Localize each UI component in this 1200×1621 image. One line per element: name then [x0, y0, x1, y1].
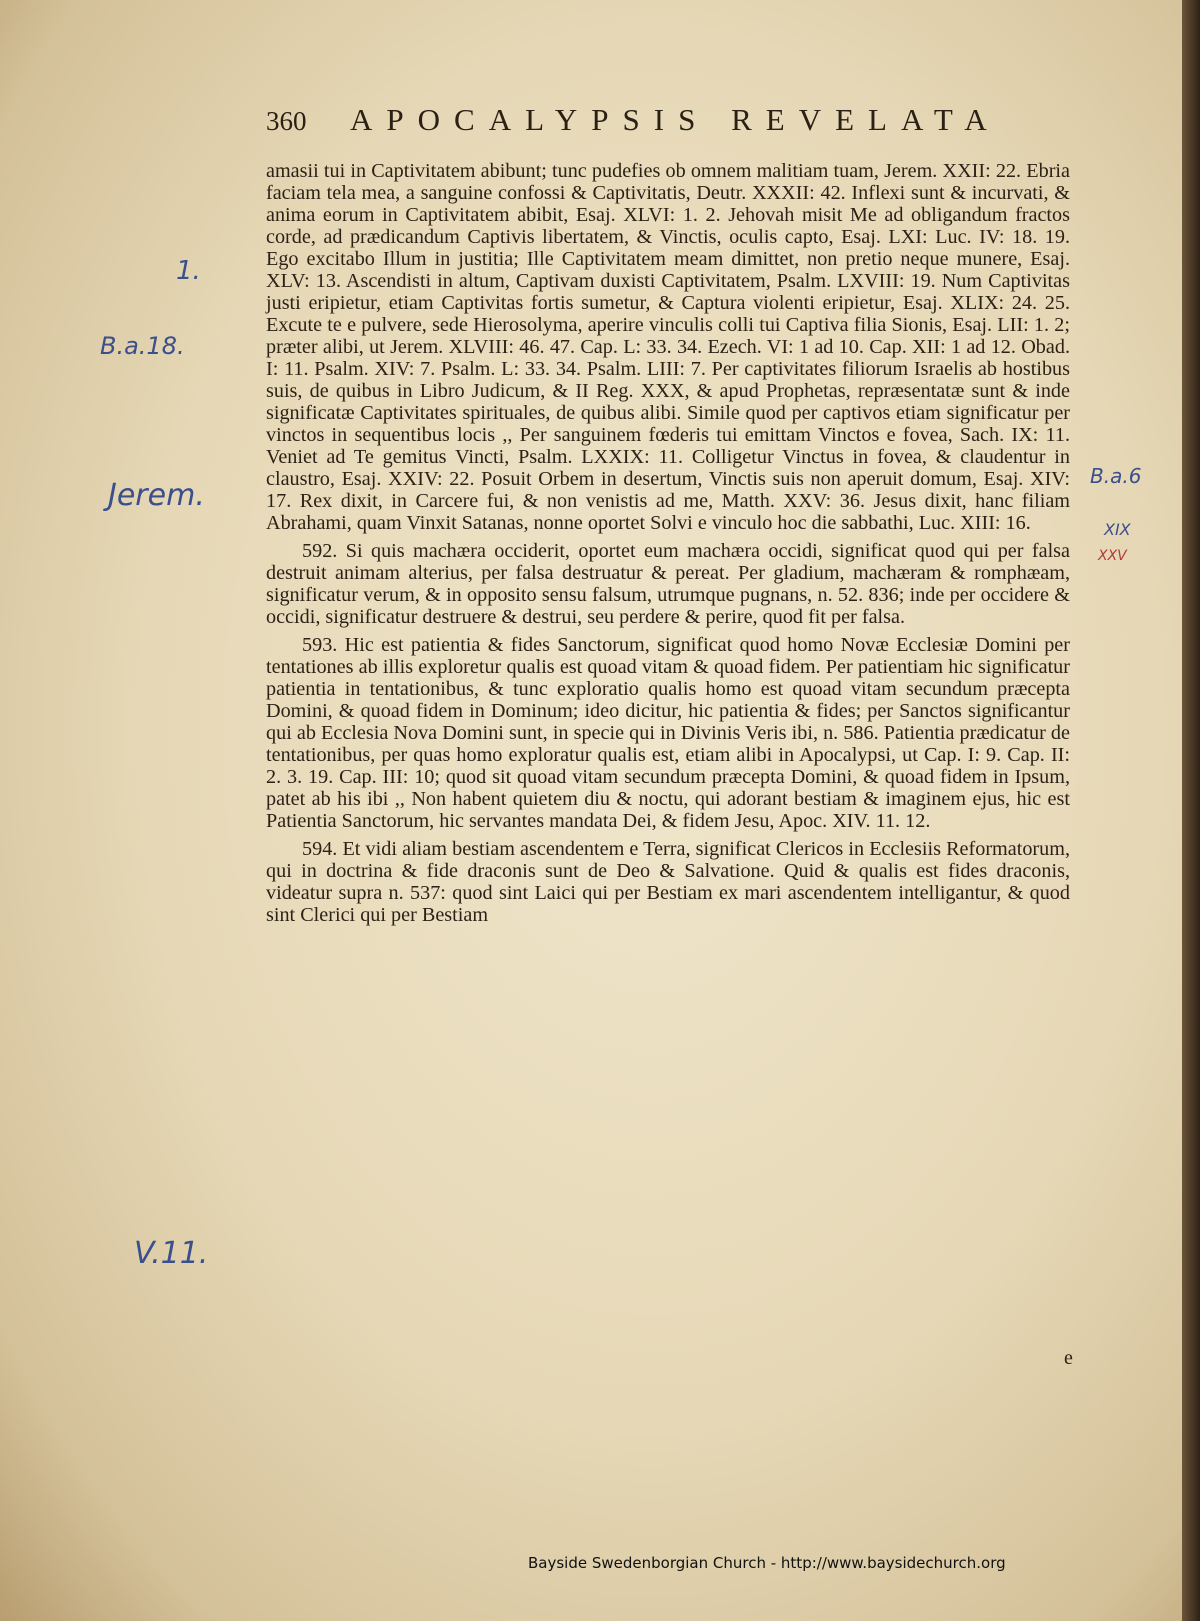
margin-note-xix: XIX	[1104, 520, 1131, 539]
catchword: e	[1064, 1347, 1073, 1369]
page-number: 360	[266, 106, 307, 136]
running-title: APOCALYPSIS REVELATA	[350, 102, 1001, 137]
book-spine-edge	[1182, 0, 1200, 1621]
page-header	[262, 100, 1040, 140]
paragraph-592: 592. Si quis machæra occiderit, oportet eum machæra occidi, significat quod qui per falsa destruit animam alterius, per falsa destruatur & pereat. Per gladium, machæram & romphæam, significatur verum, & in opposito sensu falsum, utrumque pugnans, n. 52. 836; inde per occidere & occidi, significatur destruere & destrui, seu perdere & perire, quod fit per falsa.	[266, 540, 1070, 628]
margin-note-ba18: B.a.18.	[100, 332, 185, 360]
paragraph-594: 594. Et vidi aliam bestiam ascendentem e Terra, significat Clericos in Ecclesiis Reformatorum, qui in doctrina & fide draconis sunt de Deo & Salvatione. Quid & qualis est fides draconis, videatur supra n. 537: quod sint Laici qui per Bestiam ex mari ascendentem intelligantur, & quod sint Clerici qui per Bestiam	[266, 838, 1070, 926]
paragraph-continuation: amasii tui in Captivitatem abibunt; tunc pudefies ob omnem malitiam tuam, Jerem. XXII: 22. Ebria faciam tela mea, a sanguine confossi & Captivitatis, Deutr. XXXII: 42. Inflexi sunt & incurvati, & anima eorum in Captivitatem abibit, Esaj. XLVI: 1. 2. Jehovah misit Me ad obligandum fractos corde, ad prædicandum Captivis libertatem, & Vinctis, oculis capto, Esaj. LXI: Luc. IV: 18. 19. Ego excitabo Illum in justitia; Ille Captivitatem meam dimittet, non pretio neque munere, Esaj. XLV: 13. Ascendisti in altum, Captivam duxisti Captivitatem, Psalm. LXVIII: 19. Num Captivitas justi eripietur, etiam Captivitas fortis sumetur, & Captura violenti eripietur, Esaj. XLIX: 24. 25. Excute te e pulvere, sede Hierosolyma, aperire vinculis colli tui Captiva filia Sionis, Esaj. LII: 1. 2; præter alibi, ut Jerem. XLVIII: 46. 47. Cap. L: 33. 34. Ezech. VI: 1 ad 10. Cap. XII: 1 ad 12. Obad. I: 11. Psalm. XIV: 7. Psalm. L: 33. 34. Psalm. LIII: 7. Per captivitates filiorum Israelis ab hostibus suis, de quibus in Libro Judicum, & II Reg. XXX, & apud Prophetas, repræsentatæ sunt & inde significatæ Captivitates spirituales, de quibus alibi. Simile quod per captivos etiam significatur per vinctos in sequentibus locis ,, Per sanguinem fœderis tui emittam Vinctos e fovea, Sach. IX: 11. Veniet ad Te gemitus Vincti, Psalm. LXXIX: 11. Colligetur Vinctus in fovea, & claudentur in claustro, Esaj. XXIV: 22. Posuit Orbem in desertum, Vinctis suis non aperuit domum, Esaj. XIV: 17. Rex dixit, in Carcere fui, & non venistis ad me, Matth. XXV: 36. Jesus dixit, hanc filiam Abrahami, quam Vinxit Satanas, nonne oportet Solvi e vinculo hoc die sabbathi, Luc. XIII: 16.	[266, 160, 1070, 534]
paragraph-593: 593. Hic est patientia & fides Sanctorum, significat quod homo Novæ Ecclesiæ Domini per tentationes ab illis exploretur qualis est quoad vitam & quoad fidem. Per patientiam hic significatur patientia in tentationibus, & tunc exploratio qualis homo est quoad vitam secundum præcepta Domini, & quoad fidem in Dominum; ideo dicitur, hic patientia & fides; per Sanctos significantur qui ab Ecclesia Nova Domini sunt, in specie qui in Divinis Veris ibi, n. 586. Patientia prædicatur de tentationibus, per quas homo exploratur qualis est, etiam alibi in Apocalypsi, ut Cap. I: 9. Cap. II: 2. 3. 19. Cap. III: 10; quod sit quoad vitam secundum præcepta Domini, & quoad fidem in Ipsum, patet ab his ibi ,, Non habent quietem diu & noctu, qui adorant bestiam & imaginem ejus, hic est Patientia Sanctorum, hic servantes mandata Dei, & fidem Jesu, Apoc. XIV. 11. 12.	[266, 634, 1070, 832]
body-text	[266, 160, 1070, 927]
margin-note-xxv: XXV	[1098, 548, 1127, 564]
margin-note-jerem: Jerem.	[108, 478, 205, 513]
footer-credit: Bayside Swedenborgian Church - http://www.baysidechurch.org	[528, 1554, 1006, 1572]
margin-note-1: 1.	[176, 256, 201, 286]
margin-note-ba6: B.a.6	[1090, 464, 1142, 488]
margin-note-v11: V.11.	[134, 1236, 209, 1271]
